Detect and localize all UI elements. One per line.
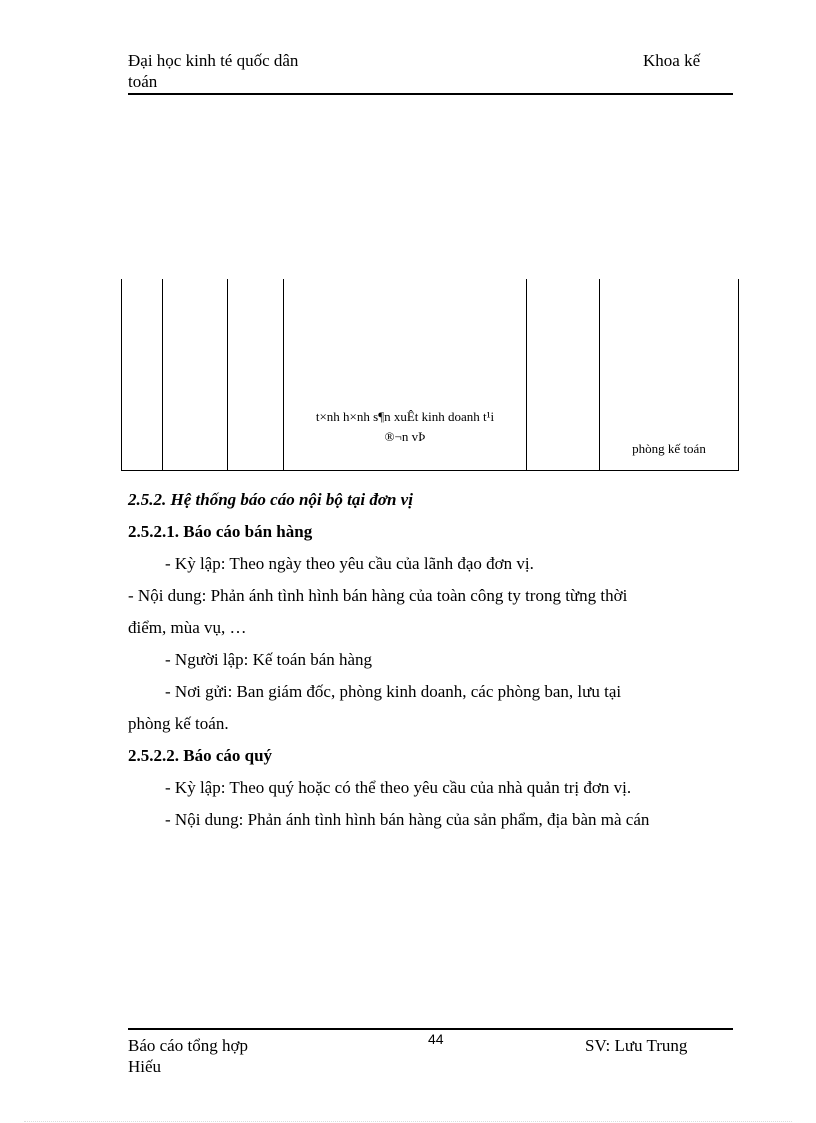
- section-heading: 2.5.2. Hệ thống báo cáo nội bộ tại đơn vị: [128, 490, 413, 509]
- paragraph-noi-gui: - Nơi gửi: Ban giám đốc, phòng kinh doanh, các phòng ban, lưu tại: [165, 682, 622, 701]
- table-column-divider: [227, 279, 228, 470]
- paragraph-noi-dung-cont: điểm, mùa vụ, …: [128, 618, 247, 637]
- table-border-left: [121, 279, 122, 470]
- page-number: 44: [428, 1031, 444, 1047]
- table-border-right: [738, 279, 739, 470]
- paragraph-ky-lap: - Kỳ lập: Theo ngày theo yêu cầu của lãnh đạo đơn vị.: [165, 554, 534, 573]
- footer-report-title: Báo cáo tổng hợp: [128, 1036, 248, 1055]
- paragraph-nguoi-lap: - Người lập: Kế toán bán hàng: [165, 650, 373, 669]
- header-faculty: Khoa kế: [643, 51, 701, 70]
- header-university-cont: toán: [128, 72, 158, 91]
- paragraph-ky-lap-quy: - Kỳ lập: Theo quý hoặc có thể theo yêu cầu của nhà quản trị đơn vị.: [165, 778, 632, 797]
- table-column-divider: [526, 279, 527, 470]
- footer-rule: [128, 1028, 733, 1030]
- paragraph-noi-gui-cont: phòng kế toán.: [128, 714, 229, 733]
- paragraph-noi-dung: - Nội dung: Phản ánh tình hình bán hàng của toàn công ty trong từng thời: [128, 586, 628, 605]
- table-cell-recipient: phòng kế toán: [632, 441, 706, 456]
- header-rule: [128, 93, 733, 95]
- table-bottom-border: [121, 470, 739, 471]
- footer-report-title-cont: Hiếu: [128, 1057, 162, 1076]
- page-bottom-edge: [24, 1121, 792, 1122]
- table-cell-description: t×nh h×nh s¶n xuÊt kinh doanh t¹i ®¬n vÞ: [315, 409, 495, 444]
- header-university: Đại học kinh té quốc dân: [128, 51, 299, 70]
- footer-student-name: SV: Lưu Trung: [585, 1036, 688, 1055]
- paragraph-noi-dung-quy: - Nội dung: Phản ánh tình hình bán hàng của sản phẩm, địa bàn mà cán: [165, 810, 650, 829]
- table-column-divider: [162, 279, 163, 470]
- subsection-heading-quarterly-report: 2.5.2.2. Báo cáo quý: [128, 746, 273, 765]
- subsection-heading-sales-report: 2.5.2.1. Báo cáo bán hàng: [128, 522, 313, 541]
